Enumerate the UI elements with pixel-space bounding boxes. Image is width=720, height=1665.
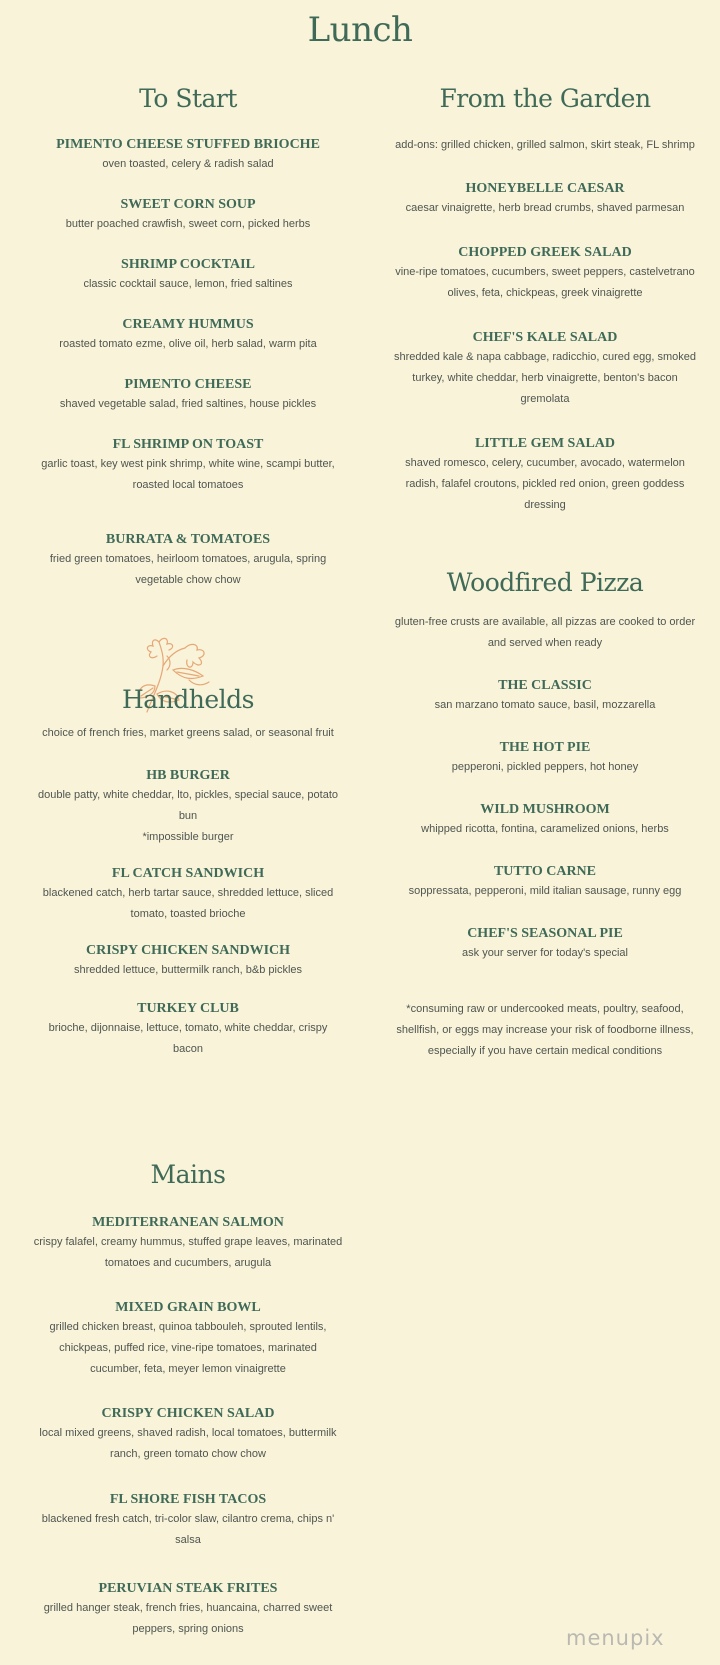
- item-name: PIMENTO CHEESE STUFFED BRIOCHE: [56, 137, 320, 152]
- item-name: CRISPY CHICKEN SALAD: [101, 1406, 275, 1421]
- menu-item: [382, 677, 708, 716]
- menu-item: [28, 531, 348, 591]
- note-line: gluten-free crusts are available, all pizzas are cooked to order: [394, 616, 696, 628]
- section-title-handhelds: Handhelds: [121, 685, 255, 714]
- menu-item: [28, 1580, 348, 1640]
- item-desc: turkey, white cheddar, herb vinaigrette, benton's bacon: [412, 372, 678, 384]
- watermark: menupix: [566, 1626, 665, 1650]
- section-note: add-ons: grilled chicken, grilled salmon, skirt steak, FL shrimp: [395, 139, 695, 151]
- item-name: SWEET CORN SOUP: [120, 197, 256, 212]
- item-desc: shaved romesco, celery, cucumber, avocado, watermelon: [405, 457, 685, 469]
- disclaimer-line: *consuming raw or undercooked meats, poultry, seafood,: [406, 1003, 684, 1015]
- item-desc: ranch, green tomato chow chow: [110, 1448, 266, 1460]
- item-desc: bacon: [173, 1043, 203, 1055]
- item-name: PERUVIAN STEAK FRITES: [98, 1581, 278, 1596]
- item-name: CHEF'S KALE SALAD: [472, 330, 618, 345]
- item-desc: ask your server for today's special: [462, 947, 628, 959]
- item-desc: dressing: [524, 499, 566, 511]
- item-desc: local mixed greens, shaved radish, local tomatoes, buttermilk: [39, 1427, 337, 1439]
- item-name: CRISPY CHICKEN SANDWICH: [85, 943, 291, 958]
- item-desc: double patty, white cheddar, lto, pickles, special sauce, potato: [37, 789, 339, 801]
- menu-item: [28, 316, 348, 355]
- item-desc: gremolata: [520, 393, 570, 405]
- item-name: THE HOT PIE: [499, 740, 591, 755]
- disclaimer-line: shellfish, or eggs may increase your risk of foodborne illness,: [396, 1024, 694, 1036]
- item-desc: vine-ripe tomatoes, cucumbers, sweet peppers, castelvetrano: [395, 266, 695, 278]
- item-name: HONEYBELLE CAESAR: [465, 181, 625, 196]
- item-desc: soppressata, pepperoni, mild italian sausage, runny egg: [408, 885, 682, 897]
- menu-item: [382, 739, 708, 778]
- item-desc: vegetable chow chow: [135, 574, 241, 586]
- item-name: FL SHORE FISH TACOS: [109, 1492, 267, 1507]
- menu-item: [382, 329, 708, 410]
- item-desc: grilled chicken breast, quinoa tabbouleh, sprouted lentils,: [49, 1321, 327, 1333]
- item-desc: blackened fresh catch, tri-color slaw, cilantro crema, chips n': [41, 1513, 335, 1525]
- item-desc: chickpeas, puffed rice, vine-ripe tomatoes, marinated: [59, 1342, 317, 1354]
- menu-item: [28, 1214, 348, 1274]
- item-desc: olives, feta, chickpeas, greek vinaigrette: [447, 287, 643, 299]
- item-name: HB BURGER: [146, 768, 230, 783]
- section-note: choice of french fries, market greens salad, or seasonal fruit: [42, 727, 334, 739]
- menu-item: [382, 925, 708, 964]
- item-desc: whipped ricotta, fontina, caramelized onions, herbs: [421, 823, 669, 835]
- item-desc: classic cocktail sauce, lemon, fried saltines: [83, 278, 293, 290]
- item-desc: pepperoni, pickled peppers, hot honey: [451, 761, 639, 773]
- item-name: CHOPPED GREEK SALAD: [458, 245, 632, 260]
- menu-item: [28, 767, 348, 848]
- item-desc: bun: [178, 810, 198, 822]
- item-desc: shredded kale & napa cabbage, radicchio, cured egg, smoked: [393, 351, 697, 363]
- menu-item: [28, 942, 348, 981]
- item-name: CREAMY HUMMUS: [122, 317, 254, 332]
- section-title-garden: From the Garden: [439, 84, 651, 113]
- item-desc: caesar vinaigrette, herb bread crumbs, shaved parmesan: [405, 202, 685, 214]
- item-name: MIXED GRAIN BOWL: [115, 1300, 261, 1315]
- item-name: TURKEY CLUB: [137, 1001, 239, 1016]
- item-desc: garlic toast, key west pink shrimp, white wine, scampi butter,: [41, 458, 335, 470]
- menu-item: [28, 1405, 348, 1465]
- item-desc: shaved vegetable salad, fried saltines, house pickles: [59, 398, 317, 410]
- item-desc: oven toasted, celery & radish salad: [102, 158, 274, 170]
- item-name: FL SHRIMP ON TOAST: [112, 437, 264, 452]
- item-name: MEDITERRANEAN SALMON: [92, 1215, 284, 1230]
- item-desc: *impossible burger: [142, 831, 234, 843]
- item-desc: tomatoes and cucumbers, arugula: [104, 1257, 272, 1269]
- menu-item: [382, 435, 708, 516]
- section-title-to-start: To Start: [139, 84, 237, 113]
- menu-item: [28, 256, 348, 295]
- item-name: PIMENTO CHEESE: [124, 377, 252, 392]
- item-desc: san marzano tomato sauce, basil, mozzarella: [434, 699, 656, 711]
- item-name: THE CLASSIC: [498, 678, 592, 693]
- item-desc: crispy falafel, creamy hummus, stuffed grape leaves, marinated: [33, 1236, 343, 1248]
- item-name: FL CATCH SANDWICH: [111, 866, 265, 881]
- item-desc: radish, falafel croutons, pickled red onion, green goddess: [405, 478, 685, 490]
- menu-item: [382, 863, 708, 902]
- disclaimer-line: especially if you have certain medical conditions: [427, 1045, 663, 1057]
- item-desc: shredded lettuce, buttermilk ranch, b&b pickles: [73, 964, 303, 976]
- item-desc: peppers, spring onions: [132, 1623, 244, 1635]
- item-name: CHEF'S SEASONAL PIE: [467, 926, 623, 941]
- item-desc: cucumber, feta, meyer lemon vinaigrette: [90, 1363, 286, 1375]
- item-desc: butter poached crawfish, sweet corn, picked herbs: [65, 218, 311, 230]
- menu-item: [28, 196, 348, 235]
- menu-item: [28, 1000, 348, 1060]
- item-name: LITTLE GEM SALAD: [474, 436, 616, 451]
- menu-item: [28, 436, 348, 496]
- page-title: Lunch: [307, 10, 413, 50]
- menu-item: [28, 1491, 348, 1551]
- item-desc: salsa: [175, 1534, 201, 1546]
- menu-item: [382, 801, 708, 840]
- item-name: BURRATA & TOMATOES: [105, 532, 271, 547]
- menu-item: [28, 136, 348, 175]
- item-name: WILD MUSHROOM: [480, 802, 610, 817]
- menu-item: [382, 244, 708, 304]
- menu-item: [28, 1299, 348, 1380]
- section-note: [382, 612, 708, 654]
- item-desc: roasted tomato ezme, olive oil, herb salad, warm pita: [59, 338, 317, 350]
- item-name: TUTTO CARNE: [493, 864, 597, 879]
- disclaimer: [382, 999, 708, 1062]
- note-line: and served when ready: [487, 637, 603, 649]
- item-name: SHRIMP COCKTAIL: [121, 257, 255, 272]
- item-desc: brioche, dijonnaise, lettuce, tomato, white cheddar, crispy: [48, 1022, 328, 1034]
- item-desc: tomato, toasted brioche: [130, 908, 246, 920]
- menu-item: [382, 180, 708, 219]
- item-desc: blackened catch, herb tartar sauce, shredded lettuce, sliced: [42, 887, 334, 899]
- item-desc: grilled hanger steak, french fries, huancaina, charred sweet: [43, 1602, 333, 1614]
- section-title-mains: Mains: [150, 1160, 226, 1189]
- item-desc: roasted local tomatoes: [132, 479, 244, 491]
- item-desc: fried green tomatoes, heirloom tomatoes, arugula, spring: [49, 553, 327, 565]
- section-title-pizza: Woodfired Pizza: [446, 568, 644, 597]
- menu-item: [28, 376, 348, 415]
- menu-item: [28, 865, 348, 925]
